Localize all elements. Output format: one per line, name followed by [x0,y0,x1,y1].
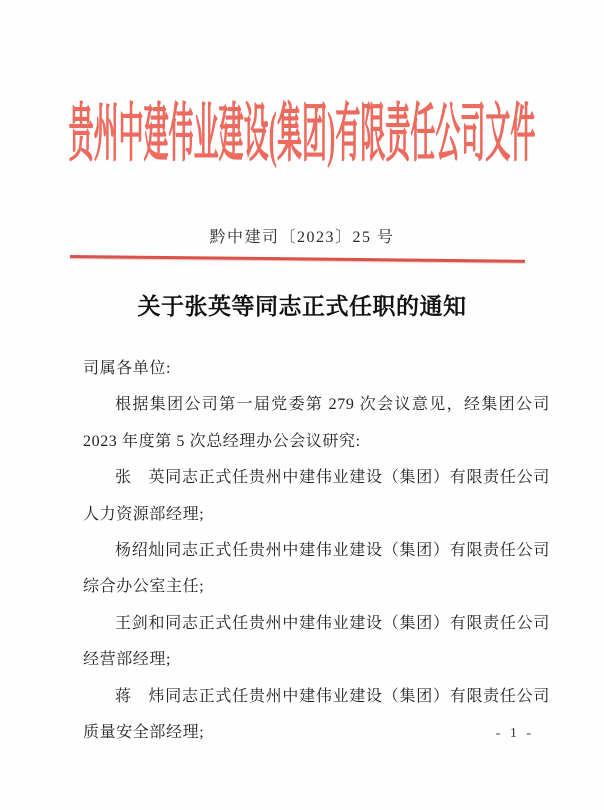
red-separator-line [70,255,525,263]
body-paragraph: 张 英同志正式任贵州中建伟业建设（集团）有限责任公司人力资源部经理; [83,469,550,523]
page-number: - 1 - [495,726,534,741]
body-paragraph: 杨绍灿同志正式任贵州中建伟业建设（集团）有限责任公司综合办公室主任; [83,542,550,596]
salutation: 司属各单位: [83,360,172,377]
company-document-header [0,101,604,171]
document-number: 黔中建司〔2023〕25 号 [209,229,395,246]
company-document-header-text: 贵州中建伟业建设(集团)有限责任公司文件 [68,101,536,171]
document-body [83,351,550,751]
body-paragraph: 根据集团公司第一届党委第 279 次会议意见，经集团公司 2023 年度第 5 次总经理办公会议研究: [83,396,550,450]
body-paragraph: 王剑和同志正式任贵州中建伟业建设（集团）有限责任公司经营部经理; [83,614,550,669]
document-title: 关于张英等同志正式任职的通知 [137,294,467,319]
body-paragraph: 蒋 炜同志正式任贵州中建伟业建设（集团）有限责任公司质量安全部经理; [83,687,550,742]
